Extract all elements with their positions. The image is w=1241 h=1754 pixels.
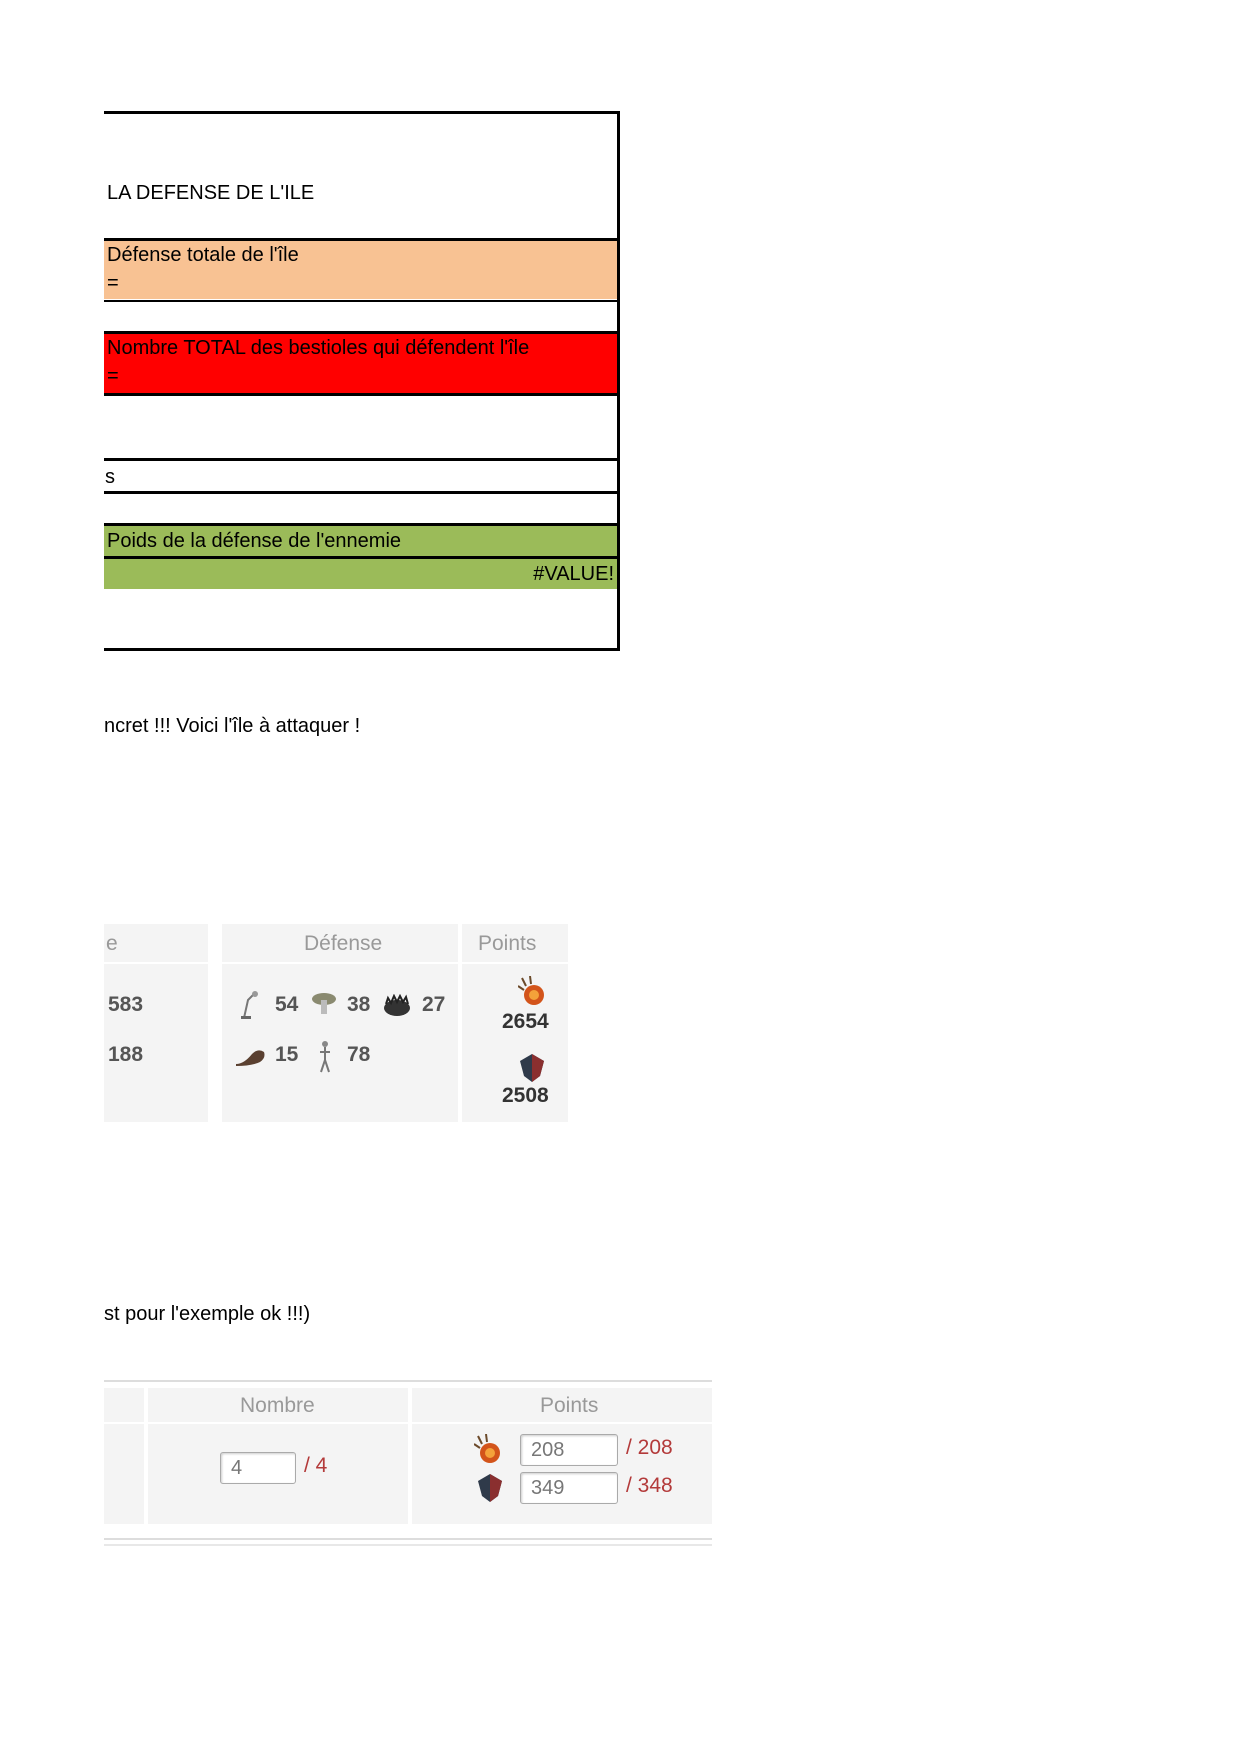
unit-count: 54: [275, 993, 299, 1016]
defense-points: 2508: [502, 1084, 549, 1107]
unit-count: 78: [347, 1043, 371, 1066]
divider: [104, 300, 617, 302]
island-screenshot: [104, 924, 568, 1122]
header-separator: [104, 962, 568, 964]
number-column-head: Nombre: [240, 1394, 315, 1417]
total-defense-value: =: [107, 272, 119, 294]
enemy-weight-value: #VALUE!: [533, 563, 614, 585]
top-border: [104, 1380, 712, 1382]
defense-points-input[interactable]: 349: [520, 1472, 618, 1504]
army-screenshot: [104, 1380, 712, 1550]
row-s-label: s: [105, 466, 115, 488]
total-defense-cell: [104, 241, 617, 299]
total-count-label: Nombre TOTAL des bestioles qui défendent l'île: [107, 337, 530, 359]
enemy-weight-label: Poids de la défense de l'ennemie: [107, 530, 402, 552]
unit-count: 27: [422, 993, 446, 1016]
enemy-weight-label-cell: [104, 526, 617, 556]
header-separator: [104, 1422, 712, 1424]
unit-count: 38: [347, 993, 371, 1016]
defense-column-head: Défense: [304, 932, 383, 955]
total-defense-label: Défense totale de l'île: [107, 244, 299, 266]
left-value: 188: [108, 1043, 144, 1066]
fire-attack-icon: [474, 1434, 504, 1466]
defense-summary-box: [104, 111, 620, 651]
left-value: 583: [108, 993, 144, 1016]
divider: [104, 458, 617, 461]
example-line: st pour l'exemple ok !!!): [104, 1303, 311, 1325]
left-column: [104, 924, 208, 1122]
divider: [104, 491, 617, 494]
unit-count: 15: [275, 1043, 299, 1066]
unit-number-max: / 4: [304, 1454, 328, 1477]
left-column: [104, 1388, 144, 1524]
mushroom-unit-icon: [310, 990, 338, 1018]
shield-defense-icon: [518, 1052, 546, 1084]
total-count-value: =: [107, 365, 119, 387]
attack-points-input[interactable]: 208: [520, 1434, 618, 1466]
shield-defense-icon: [476, 1472, 504, 1504]
points-column-head: Points: [478, 932, 537, 955]
divider: [104, 393, 617, 396]
points-column-head: Points: [540, 1394, 599, 1417]
defense-points-max: / 348: [626, 1474, 673, 1497]
bottom-border-2: [104, 1544, 712, 1546]
left-column-head: e: [106, 932, 118, 955]
sheet-title: LA DEFENSE DE L'ILE: [107, 182, 315, 204]
fire-attack-icon: [518, 976, 548, 1008]
attack-points-max: / 208: [626, 1436, 673, 1459]
bottom-border: [104, 1538, 712, 1540]
hedgehog-unit-icon: [382, 994, 412, 1018]
skeleton-unit-icon: [316, 1040, 334, 1074]
concrete-line: ncret !!! Voici l'île à attaquer !: [104, 715, 361, 737]
enemy-weight-value-cell: [104, 559, 617, 589]
slug-unit-icon: [234, 1046, 268, 1068]
total-count-cell: [104, 334, 617, 393]
lamp-unit-icon: [238, 990, 262, 1020]
attack-points: 2654: [502, 1010, 549, 1033]
unit-number-input[interactable]: 4: [220, 1452, 296, 1484]
